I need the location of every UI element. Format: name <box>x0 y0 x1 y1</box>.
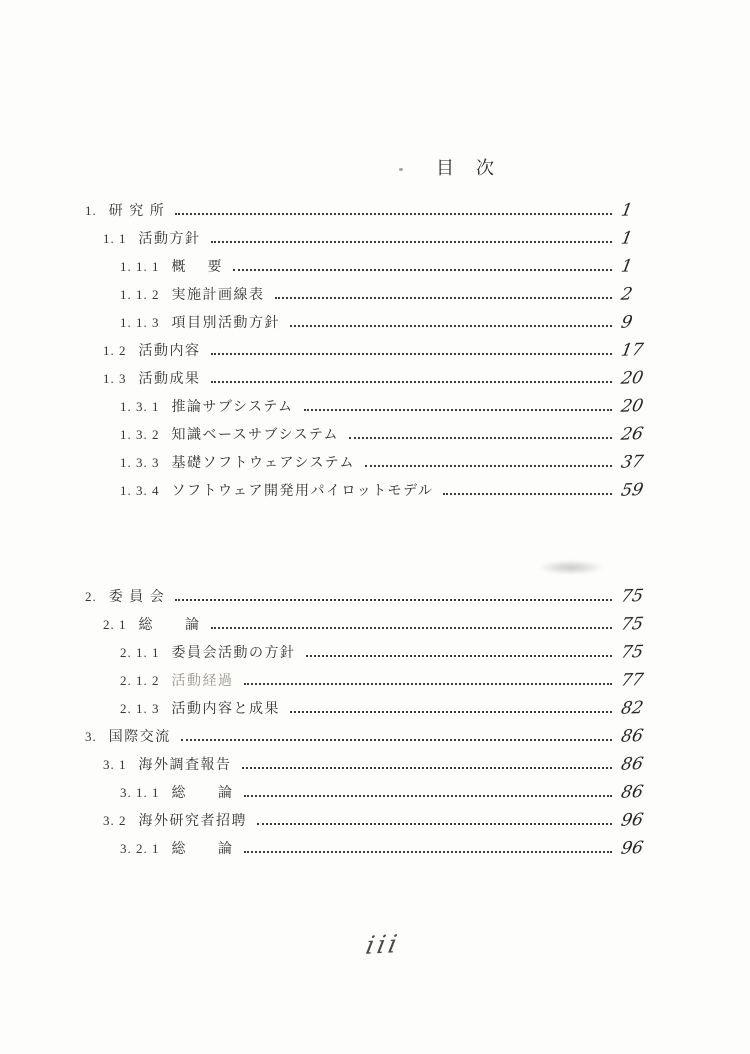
leader-dots <box>349 437 612 439</box>
toc-list <box>85 194 667 860</box>
toc-entry-number: 1. 1. 3 <box>120 315 160 330</box>
toc-entry-page: 17 <box>619 340 645 361</box>
toc-entry-page: 96 <box>619 838 645 859</box>
leader-dots <box>257 823 612 825</box>
leader-dots <box>365 465 612 467</box>
leader-dots <box>443 493 612 495</box>
toc-entry-page: 37 <box>619 452 645 473</box>
toc-entry-number: 1. 1. 1 <box>120 259 160 274</box>
toc-entry-page: 20 <box>619 396 645 417</box>
toc-entry-number: 1. 3. 3 <box>120 455 160 470</box>
leader-dots <box>175 213 612 215</box>
leader-dots <box>181 739 612 741</box>
leader-dots <box>244 851 613 853</box>
toc-entry-number: 1. 3. 4 <box>120 483 160 498</box>
leader-dots <box>244 795 613 797</box>
toc-entry <box>85 580 667 608</box>
toc-entry <box>85 446 667 474</box>
toc-entry <box>85 720 667 748</box>
toc-entry-page: 1 <box>619 200 634 221</box>
leader-dots <box>304 409 612 411</box>
toc-entry <box>85 776 667 804</box>
toc-entry-number: 1. 2 <box>103 343 127 358</box>
toc-entry-page: 86 <box>619 782 645 803</box>
toc-entry-label: 活動成果 <box>138 372 201 387</box>
page-title: 目 次 <box>436 158 496 178</box>
leader-dots <box>211 627 613 629</box>
toc-entry <box>85 748 667 776</box>
toc-entry <box>85 804 667 832</box>
toc-entry-label: 活動内容 <box>138 344 201 359</box>
toc-entry-label: 活動経過 <box>171 674 234 689</box>
toc-entry-page: 82 <box>619 698 645 719</box>
toc-entry-number: 1. <box>85 203 97 218</box>
toc-entry-label: 知識ベースサブシステム <box>171 428 340 443</box>
toc-entry-number: 3. 2 <box>103 813 127 828</box>
leader-dots <box>244 683 613 685</box>
toc-entry-page: 75 <box>619 614 645 635</box>
toc-entry-page: 1 <box>619 228 634 249</box>
toc-entry-page: 96 <box>619 810 645 831</box>
leader-dots <box>211 241 613 243</box>
toc-entry-label: 委 員 会 <box>108 590 166 605</box>
toc-entry-number: 3. 1. 1 <box>120 785 160 800</box>
toc-entry <box>85 692 667 720</box>
toc-entry <box>85 832 667 860</box>
toc-entry <box>85 306 667 334</box>
toc-entry-label: 項目別活動方針 <box>171 316 280 331</box>
toc-entry-number: 3. 1 <box>103 757 127 772</box>
toc-entry-label: 委員会活動の方針 <box>171 646 296 661</box>
toc-entry-page: 26 <box>619 424 645 445</box>
leader-dots <box>306 655 613 657</box>
leader-dots <box>290 325 612 327</box>
toc-entry-label: 総 論 <box>138 618 201 633</box>
leader-dots <box>211 353 613 355</box>
toc-entry-label: 活動内容と成果 <box>171 702 280 717</box>
toc-entry-number: 2. 1. 2 <box>120 673 160 688</box>
toc-entry-label: ソフトウェア開発用パイロットモデル <box>171 484 434 499</box>
toc-entry-label: 総 論 <box>171 786 234 801</box>
toc-entry <box>85 664 667 692</box>
toc-entry-page: 59 <box>619 480 645 501</box>
toc-entry-number: 3. 2. 1 <box>120 841 160 856</box>
toc-entry-page: 75 <box>619 586 645 607</box>
toc-entry <box>85 278 667 306</box>
toc-entry-number: 1. 1 <box>103 231 127 246</box>
toc-entry-number: 2. 1. 3 <box>120 701 160 716</box>
toc-entry-label: 海外研究者招聘 <box>138 814 247 829</box>
toc-entry <box>85 390 667 418</box>
leader-dots <box>211 381 613 383</box>
toc-entry <box>85 608 667 636</box>
toc-entry-label: 概 要 <box>171 260 223 275</box>
toc-entry-label: 推論サブシステム <box>171 400 294 415</box>
toc-entry-number: 1. 3 <box>103 371 127 386</box>
toc-entry-label: 海外調査報告 <box>138 758 232 773</box>
toc-entry-number: 1. 1. 2 <box>120 287 160 302</box>
toc-entry-label: 研 究 所 <box>108 204 166 219</box>
toc-entry-number: 2. 1. 1 <box>120 645 160 660</box>
toc-entry <box>85 194 667 222</box>
scan-speck <box>399 168 403 171</box>
toc-entry-page: 9 <box>619 312 634 333</box>
toc-entry-page: 86 <box>619 754 645 775</box>
toc-entry-page: 20 <box>619 368 645 389</box>
toc-entry <box>85 362 667 390</box>
toc-entry-page: 77 <box>619 670 645 691</box>
leader-dots <box>233 269 612 271</box>
toc-entry-page: 75 <box>619 642 645 663</box>
toc-entry-number: 2. <box>85 589 97 604</box>
toc-entry-number: 1. 3. 2 <box>120 427 160 442</box>
toc-entry <box>85 222 667 250</box>
toc-entry <box>85 250 667 278</box>
toc-entry <box>85 474 667 502</box>
leader-dots <box>175 599 612 601</box>
toc-entry-label: 基礎ソフトウェアシステム <box>171 456 355 471</box>
toc-entry-number: 1. 3. 1 <box>120 399 160 414</box>
leader-dots <box>275 297 613 299</box>
toc-entry-label: 実施計画線表 <box>171 288 265 303</box>
toc-entry-page: 2 <box>619 284 634 305</box>
toc-entry <box>85 334 667 362</box>
footer-page-number: iii <box>363 929 403 960</box>
toc-entry <box>85 418 667 446</box>
toc-entry-number: 2. 1 <box>103 617 127 632</box>
toc-entry-label: 国際交流 <box>108 730 171 745</box>
toc-entry-number: 3. <box>85 729 97 744</box>
leader-dots <box>242 767 613 769</box>
toc-entry-label: 総 論 <box>171 842 234 857</box>
toc-entry-page: 86 <box>619 726 645 747</box>
toc-entry-label: 活動方針 <box>138 232 201 247</box>
toc-entry-page: 1 <box>619 256 634 277</box>
toc-entry <box>85 636 667 664</box>
leader-dots <box>290 711 612 713</box>
